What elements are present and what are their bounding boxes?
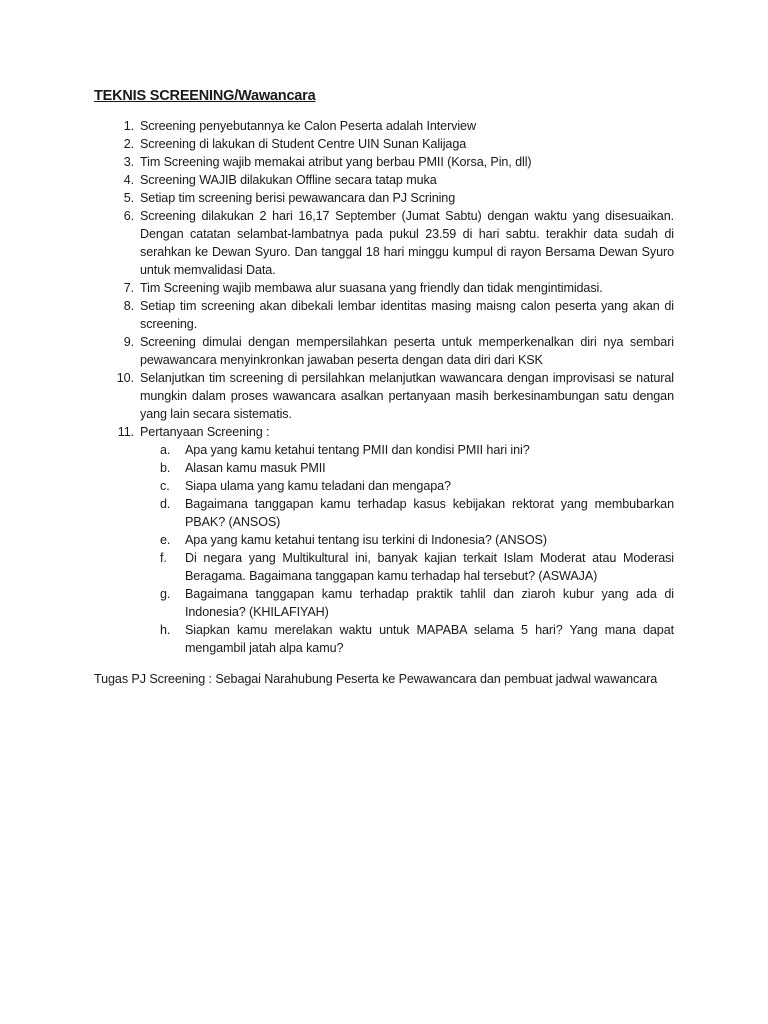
item-number: 5.: [123, 191, 134, 205]
question-letter: a.: [160, 443, 171, 457]
item-number: 7.: [123, 281, 134, 295]
question-text: Alasan kamu masuk PMII: [185, 461, 326, 475]
question-text: Apa yang kamu ketahui tentang isu terkini di Indonesia? (ANSOS): [185, 533, 547, 547]
item-text: Tim Screening wajib memakai atribut yang berbau PMII (Korsa, Pin, dll): [140, 155, 532, 169]
item-text: Selanjutkan tim screening di persilahkan melanjutkan wawancara dengan improvisasi se natural mungkin dalam proses wawancara asalkan pertanyaan masih berkesinambungan satu dengan yang lain secara sistematis.: [140, 371, 674, 421]
question-item: [140, 495, 674, 531]
list-item: [94, 423, 674, 657]
item-text: Screening di lakukan di Student Centre UIN Sunan Kalijaga: [140, 137, 467, 151]
list-item: [94, 171, 674, 189]
item-number: 2.: [123, 137, 134, 151]
item-text: Tim Screening wajib membawa alur suasana yang friendly dan tidak mengintimidasi.: [140, 281, 603, 295]
list-item: [94, 153, 674, 171]
item-text: Screening dilakukan 2 hari 16,17 September (Jumat Sabtu) dengan waktu yang disesuaikan. Dengan catatan selambat-lambatnya pada pukul 23.59 di hari sabtu. terakhir data sudah di serahkan ke Dewan Syuro. Dan tanggal 18 hari minggu kumpul di rayon Bersama Dewan Syuro untuk memvalidasi Data.: [140, 209, 674, 277]
list-item: [94, 117, 674, 135]
item-text: Screening penyebutannya ke Calon Peserta adalah Interview: [140, 119, 476, 133]
item-text: Screening WAJIB dilakukan Offline secara tatap muka: [140, 173, 437, 187]
question-text: Bagaimana tanggapan kamu terhadap praktik tahlil dan ziaroh kubur yang ada di Indonesia? (KHILAFIYAH): [185, 587, 674, 619]
item-text: Screening dimulai dengan mempersilahkan peserta untuk memperkenalkan diri nya sembari pewawancara menyinkronkan jawaban peserta dengan data diri dari KSK: [140, 335, 674, 367]
item-number: 4.: [123, 173, 134, 187]
question-letter: c.: [160, 479, 170, 493]
question-item: [140, 477, 674, 495]
screening-rules-list: [94, 117, 674, 657]
pj-screening-duty-note: Tugas PJ Screening : Sebagai Narahubung Peserta ke Pewawancara dan pembuat jadwal wawancara: [94, 672, 658, 686]
question-text: Bagaimana tanggapan kamu terhadap kasus kebijakan rektorat yang membubarkan PBAK? (ANSOS): [185, 497, 674, 529]
question-text: Di negara yang Multikultural ini, banyak kajian terkait Islam Moderat atau Moderasi Beragama. Bagaimana tanggapan kamu terhadap hal tersebut? (ASWAJA): [185, 551, 674, 583]
item-text: Setiap tim screening berisi pewawancara dan PJ Scrining: [140, 191, 456, 205]
question-item: [140, 531, 674, 549]
document-title: TEKNIS SCREENING/Wawancara: [94, 88, 316, 104]
item-number: 11.: [117, 425, 134, 439]
question-letter: d.: [160, 497, 171, 511]
question-item: [140, 459, 674, 477]
question-letter: b.: [160, 461, 171, 475]
question-item: [140, 549, 674, 585]
item-number: 3.: [123, 155, 134, 169]
question-item: [140, 441, 674, 459]
question-text: Apa yang kamu ketahui tentang PMII dan kondisi PMII hari ini?: [185, 443, 530, 457]
question-letter: h.: [160, 623, 171, 637]
list-item: [94, 189, 674, 207]
list-item: [94, 207, 674, 279]
question-letter: g.: [160, 587, 171, 601]
list-item: [94, 333, 674, 369]
item-text: Setiap tim screening akan dibekali lembar identitas masing maisng calon peserta yang akan di screening.: [140, 299, 674, 331]
item-number: 8.: [123, 299, 134, 313]
question-letter: e.: [160, 533, 171, 547]
list-item: [94, 297, 674, 333]
question-item: [140, 621, 674, 657]
question-item: [140, 585, 674, 621]
list-item: [94, 369, 674, 423]
questions-list: [140, 441, 674, 657]
item-number: 6.: [123, 209, 134, 223]
item-number: 1.: [123, 119, 134, 133]
item-text: Pertanyaan Screening :: [140, 425, 270, 439]
item-number: 9.: [123, 335, 134, 349]
item-number: 10.: [116, 371, 134, 385]
list-item: [94, 279, 674, 297]
list-item: [94, 135, 674, 153]
question-letter: f.: [160, 551, 167, 565]
question-text: Siapkan kamu merelakan waktu untuk MAPABA selama 5 hari? Yang mana dapat mengambil jatah alpa kamu?: [185, 623, 674, 655]
question-text: Siapa ulama yang kamu teladani dan mengapa?: [185, 479, 451, 493]
